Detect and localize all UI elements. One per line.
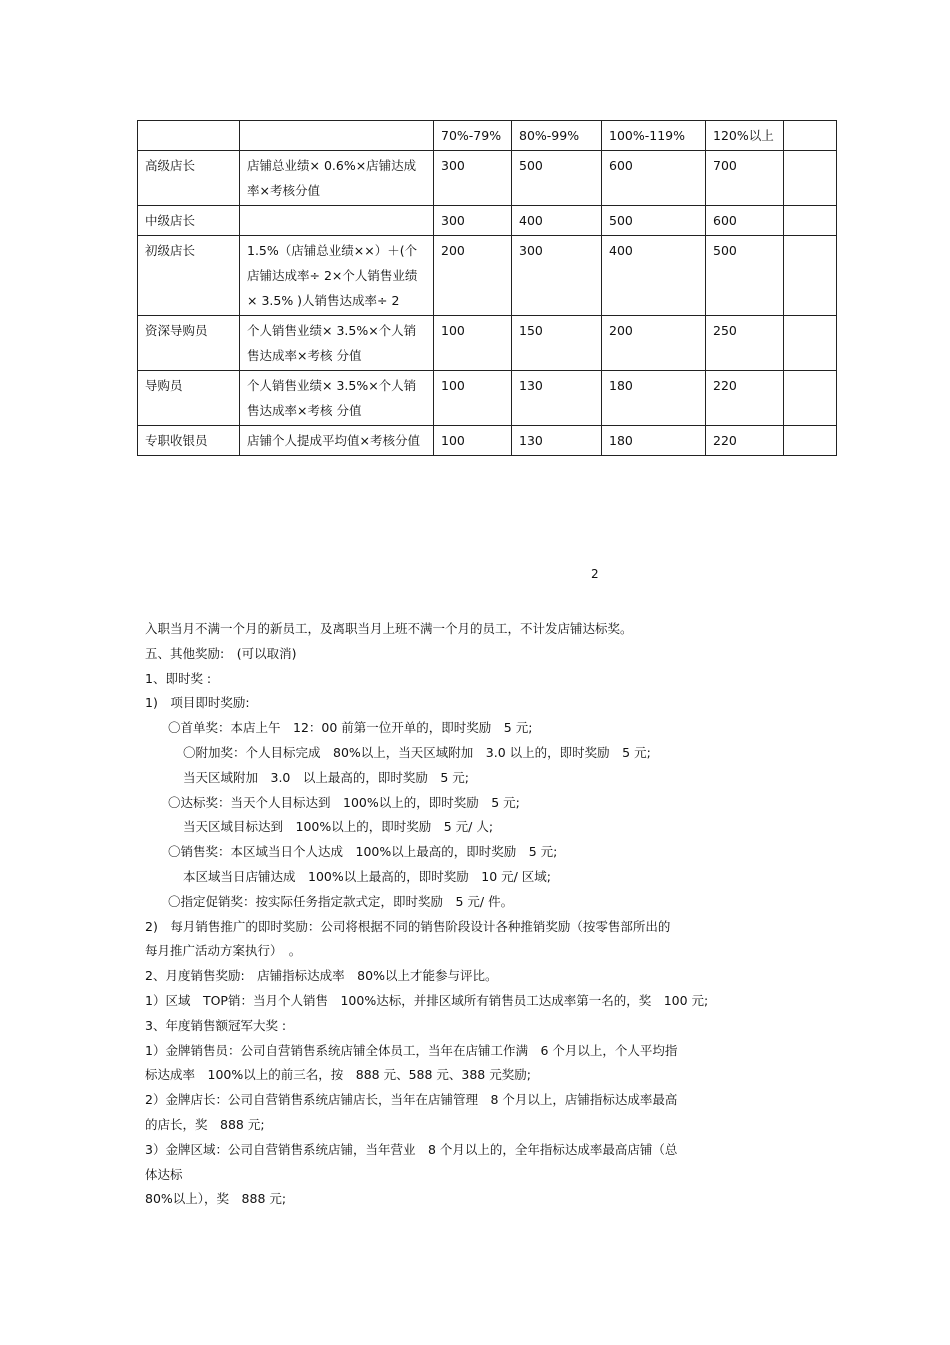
list-item: 〇附加奖：个人目标完成 80%以上，当天区域附加 3.0 以上的，即时奖励 5 元; [183, 744, 651, 760]
list-item: 1）金牌销售员：公司自营销售系统店铺全体员工，当年在店铺工作满 6 个月以上，个人平均指 [145, 1042, 678, 1058]
list-item: 1) 项目即时奖励: [145, 695, 250, 711]
paragraph: 标达成率 100%以上的前三名，按 888 元、588 元、388 元奖励; [145, 1067, 531, 1083]
document-body [145, 617, 835, 1212]
empty-cell [784, 426, 837, 456]
table-row [138, 206, 837, 236]
paragraph: 体达标 [145, 1166, 183, 1182]
value-cell: 220 [706, 426, 784, 456]
value-cell: 130 [512, 426, 602, 456]
page-number: 2 [591, 567, 599, 581]
formula-cell: 1.5%（店铺总业绩××）＋(个店铺达成率÷ 2×个人销售业绩× 3.5% )人销售达成率÷ 2 [240, 236, 434, 316]
empty-cell [784, 316, 837, 371]
list-item: 2）金牌店长：公司自营销售系统店铺店长，当年在店铺管理 8 个月以上，店铺指标达成率最高 [145, 1092, 678, 1108]
paragraph: 80%以上），奖 888 元; [145, 1191, 287, 1207]
bonus-table [137, 120, 837, 456]
section-heading: 五、其他奖励: (可以取消) [145, 645, 297, 661]
subsection-heading: 1、即时奖 : [145, 670, 212, 686]
value-cell: 700 [706, 151, 784, 206]
list-item: 当天区域目标达到 100%以上的，即时奖励 5 元/ 人; [183, 819, 494, 835]
value-cell: 200 [434, 236, 512, 316]
table-row [138, 371, 837, 426]
formula-cell: 个人销售业绩× 3.5%×个人销售达成率×考核 分值 [240, 316, 434, 371]
table-row [138, 151, 837, 206]
value-cell: 200 [602, 316, 706, 371]
list-item: 本区域当日店铺达成 100%以上最高的，即时奖励 10 元/ 区域; [183, 868, 552, 884]
header-cell: 80%-99% [512, 121, 602, 151]
value-cell: 100 [434, 426, 512, 456]
value-cell: 180 [602, 371, 706, 426]
value-cell: 130 [512, 371, 602, 426]
header-cell: 100%-119% [602, 121, 706, 151]
table-row [138, 236, 837, 316]
header-cell: 70%-79% [434, 121, 512, 151]
value-cell: 100 [434, 316, 512, 371]
empty-cell [784, 206, 837, 236]
role-cell: 初级店长 [138, 236, 240, 316]
list-item: 〇达标奖：当天个人目标达到 100%以上的，即时奖励 5 元; [168, 794, 520, 810]
subsection-heading: 3、年度销售额冠军大奖 : [145, 1017, 287, 1033]
value-cell: 150 [512, 316, 602, 371]
value-cell: 600 [602, 151, 706, 206]
role-cell: 中级店长 [138, 206, 240, 236]
list-item: 〇销售奖：本区域当日个人达成 100%以上最高的，即时奖励 5 元; [168, 844, 558, 860]
list-item: 2) 每月销售推广的即时奖励：公司将根据不同的销售阶段设计各种推销奖励（按零售部所出的 [145, 918, 671, 934]
value-cell: 400 [512, 206, 602, 236]
subsection-heading: 2、月度销售奖励: 店铺指标达成率 80%以上才能参与评比。 [145, 968, 498, 984]
header-cell [138, 121, 240, 151]
value-cell: 100 [434, 371, 512, 426]
formula-cell: 个人销售业绩× 3.5%×个人销售达成率×考核 分值 [240, 371, 434, 426]
list-item: 〇指定促销奖：按实际任务指定款式定，即时奖励 5 元/ 件。 [168, 893, 514, 909]
table-row [138, 426, 837, 456]
header-cell: 120%以上 [706, 121, 784, 151]
list-item: 〇首单奖：本店上午 12：00 前第一位开单的，即时奖励 5 元; [168, 720, 533, 736]
value-cell: 300 [434, 151, 512, 206]
paragraph: 每月推广活动方案执行） 。 [145, 943, 302, 959]
table-header-row [138, 121, 837, 151]
formula-cell [240, 206, 434, 236]
list-item: 3）金牌区域：公司自营销售系统店铺，当年营业 8 个月以上的，全年指标达成率最高店铺（总 [145, 1141, 678, 1157]
value-cell: 250 [706, 316, 784, 371]
list-item: 1）区域 TOP销：当月个人销售 100%达标，并排区域所有销售员工达成率第一名的，奖 100 元; [145, 992, 709, 1008]
header-cell [784, 121, 837, 151]
role-cell: 专职收银员 [138, 426, 240, 456]
table-row [138, 316, 837, 371]
value-cell: 300 [512, 236, 602, 316]
empty-cell [784, 371, 837, 426]
role-cell: 导购员 [138, 371, 240, 426]
value-cell: 220 [706, 371, 784, 426]
list-item: 当天区域附加 3.0 以上最高的，即时奖励 5 元; [183, 769, 470, 785]
value-cell: 500 [512, 151, 602, 206]
role-cell: 资深导购员 [138, 316, 240, 371]
value-cell: 400 [602, 236, 706, 316]
value-cell: 300 [434, 206, 512, 236]
role-cell: 高级店长 [138, 151, 240, 206]
value-cell: 180 [602, 426, 706, 456]
paragraph: 的店长，奖 888 元; [145, 1116, 265, 1132]
value-cell: 500 [706, 236, 784, 316]
header-cell [240, 121, 434, 151]
empty-cell [784, 151, 837, 206]
paragraph: 入职当月不满一个月的新员工，及离职当月上班不满一个月的员工，不计发店铺达标奖。 [145, 621, 633, 636]
formula-cell: 店铺个人提成平均值×考核分值 [240, 426, 434, 456]
formula-cell: 店铺总业绩× 0.6%×店铺达成率×考核分值 [240, 151, 434, 206]
value-cell: 600 [706, 206, 784, 236]
empty-cell [784, 236, 837, 316]
value-cell: 500 [602, 206, 706, 236]
